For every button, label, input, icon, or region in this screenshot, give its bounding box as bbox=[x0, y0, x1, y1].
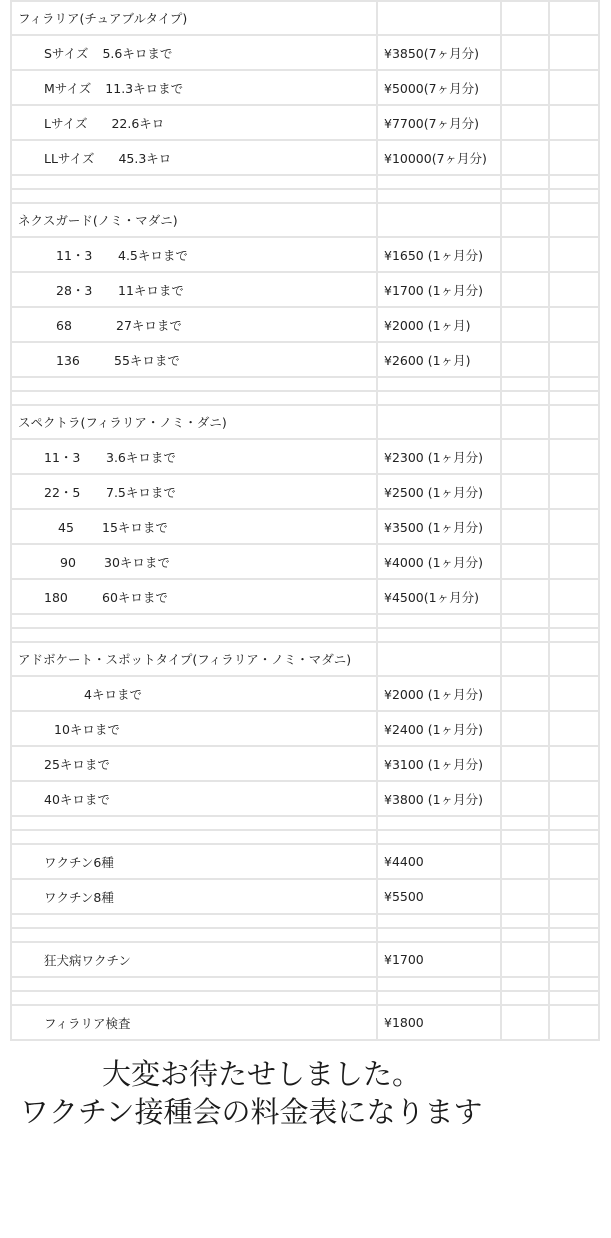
spacer-row bbox=[11, 189, 599, 203]
product-cell bbox=[11, 35, 377, 70]
table-row bbox=[11, 439, 599, 474]
section-header-row bbox=[11, 1, 599, 35]
table-row bbox=[11, 105, 599, 140]
vaccine-label: ワクチン8種 bbox=[11, 879, 377, 914]
price-cell: ¥5000(7ヶ月分) bbox=[377, 70, 501, 105]
caption-line-2: ワクチン接種会の料金表になります bbox=[20, 1095, 483, 1129]
table-row bbox=[11, 509, 599, 544]
table-row bbox=[11, 711, 599, 746]
price-cell: ¥4400 bbox=[377, 844, 501, 879]
rabies-label: 狂犬病ワクチン bbox=[11, 942, 377, 977]
price-table bbox=[10, 0, 600, 1041]
price-cell: ¥2000 (1ヶ月) bbox=[377, 307, 501, 342]
product-cell bbox=[11, 509, 377, 544]
table-row bbox=[11, 474, 599, 509]
section-title: フィラリア(チュアブルタイプ) bbox=[11, 1, 377, 35]
size-label: Mサイズ bbox=[44, 80, 92, 96]
table-row bbox=[11, 307, 599, 342]
size-label: 22・5 bbox=[44, 484, 81, 500]
weight-label: 11.3キロまで bbox=[105, 80, 184, 96]
size-label: Sサイズ bbox=[44, 45, 89, 61]
size-label: Lサイズ bbox=[44, 115, 88, 131]
table-row bbox=[11, 746, 599, 781]
weight-label: 45.3キロ bbox=[118, 150, 172, 166]
price-cell: ¥3800 (1ヶ月分) bbox=[377, 781, 501, 816]
weight-label: 60キロまで bbox=[102, 589, 168, 605]
size-label: 180 bbox=[44, 589, 68, 605]
table-row bbox=[11, 781, 599, 816]
price-cell: ¥7700(7ヶ月分) bbox=[377, 105, 501, 140]
price-cell: ¥1800 bbox=[377, 1005, 501, 1040]
product-cell bbox=[11, 272, 377, 307]
spacer-row bbox=[11, 614, 599, 628]
price-cell: ¥3850(7ヶ月分) bbox=[377, 35, 501, 70]
price-cell: ¥3500 (1ヶ月分) bbox=[377, 509, 501, 544]
table-row bbox=[11, 544, 599, 579]
table-row bbox=[11, 70, 599, 105]
section-header-row bbox=[11, 642, 599, 676]
section-header-row bbox=[11, 203, 599, 237]
weight-label: 55キロまで bbox=[114, 352, 180, 368]
product-cell bbox=[11, 579, 377, 614]
table-row bbox=[11, 676, 599, 711]
product-cell bbox=[11, 70, 377, 105]
product-cell bbox=[11, 439, 377, 474]
price-cell: ¥10000(7ヶ月分) bbox=[377, 140, 501, 175]
weight-label: 11キロまで bbox=[118, 282, 184, 298]
product-cell bbox=[11, 105, 377, 140]
price-cell: ¥1700 bbox=[377, 942, 501, 977]
weight-label: 27キロまで bbox=[116, 317, 182, 333]
table-row bbox=[11, 844, 599, 879]
filaria-test-label: フィラリア検査 bbox=[11, 1005, 377, 1040]
size-label: 68 bbox=[56, 317, 72, 333]
product-cell bbox=[11, 544, 377, 579]
spacer-row bbox=[11, 628, 599, 642]
weight-label: 15キロまで bbox=[102, 519, 168, 535]
weight-label: 5.6キロまで bbox=[102, 45, 173, 61]
spacer-row bbox=[11, 391, 599, 405]
section-title: スペクトラ(フィラリア・ノミ・ダニ) bbox=[11, 405, 377, 439]
product-cell: 40キロまで bbox=[11, 781, 377, 816]
price-cell: ¥2500 (1ヶ月分) bbox=[377, 474, 501, 509]
weight-label: 22.6キロ bbox=[111, 115, 165, 131]
price-cell: ¥4000 (1ヶ月分) bbox=[377, 544, 501, 579]
size-label: 11・3 bbox=[56, 247, 93, 263]
size-label: LLサイズ bbox=[44, 150, 95, 166]
spacer-row bbox=[11, 928, 599, 942]
table-row bbox=[11, 579, 599, 614]
product-cell: 10キロまで bbox=[11, 711, 377, 746]
table-row bbox=[11, 1005, 599, 1040]
size-label: 28・3 bbox=[56, 282, 93, 298]
price-cell: ¥2300 (1ヶ月分) bbox=[377, 439, 501, 474]
table-row bbox=[11, 35, 599, 70]
price-cell: ¥1650 (1ヶ月分) bbox=[377, 237, 501, 272]
weight-label: 4.5キロまで bbox=[118, 247, 188, 263]
table-row bbox=[11, 879, 599, 914]
size-label: 11・3 bbox=[44, 449, 81, 465]
section-header-row bbox=[11, 405, 599, 439]
price-cell: ¥5500 bbox=[377, 879, 501, 914]
table-row bbox=[11, 342, 599, 377]
size-label: 90 bbox=[60, 554, 76, 570]
size-label: 136 bbox=[56, 352, 80, 368]
weight-label: 7.5キロまで bbox=[106, 484, 176, 500]
spacer-row bbox=[11, 377, 599, 391]
price-cell: ¥3100 (1ヶ月分) bbox=[377, 746, 501, 781]
caption-line-1: 大変お待たせしました。 bbox=[102, 1057, 422, 1091]
table-row bbox=[11, 272, 599, 307]
product-cell bbox=[11, 342, 377, 377]
product-cell bbox=[11, 307, 377, 342]
price-cell: ¥1700 (1ヶ月分) bbox=[377, 272, 501, 307]
price-cell: ¥4500(1ヶ月分) bbox=[377, 579, 501, 614]
table-row bbox=[11, 237, 599, 272]
product-cell bbox=[11, 237, 377, 272]
section-title: ネクスガード(ノミ・マダニ) bbox=[11, 203, 377, 237]
spacer-row bbox=[11, 914, 599, 928]
table-row bbox=[11, 140, 599, 175]
section-title: アドボケート・スポットタイプ(フィラリア・ノミ・マダニ) bbox=[11, 642, 377, 676]
product-cell bbox=[11, 474, 377, 509]
spacer-row bbox=[11, 830, 599, 844]
spacer-row bbox=[11, 175, 599, 189]
product-cell: 4キロまで bbox=[11, 676, 377, 711]
size-label: 45 bbox=[58, 519, 74, 535]
spacer-row bbox=[11, 977, 599, 991]
product-cell bbox=[11, 140, 377, 175]
price-cell: ¥2400 (1ヶ月分) bbox=[377, 711, 501, 746]
weight-label: 30キロまで bbox=[104, 554, 170, 570]
product-cell: 25キロまで bbox=[11, 746, 377, 781]
price-cell: ¥2000 (1ヶ月分) bbox=[377, 676, 501, 711]
spacer-row bbox=[11, 991, 599, 1005]
vaccine-label: ワクチン6種 bbox=[11, 844, 377, 879]
spacer-row bbox=[11, 816, 599, 830]
table-row bbox=[11, 942, 599, 977]
weight-label: 3.6キロまで bbox=[106, 449, 176, 465]
price-cell: ¥2600 (1ヶ月) bbox=[377, 342, 501, 377]
